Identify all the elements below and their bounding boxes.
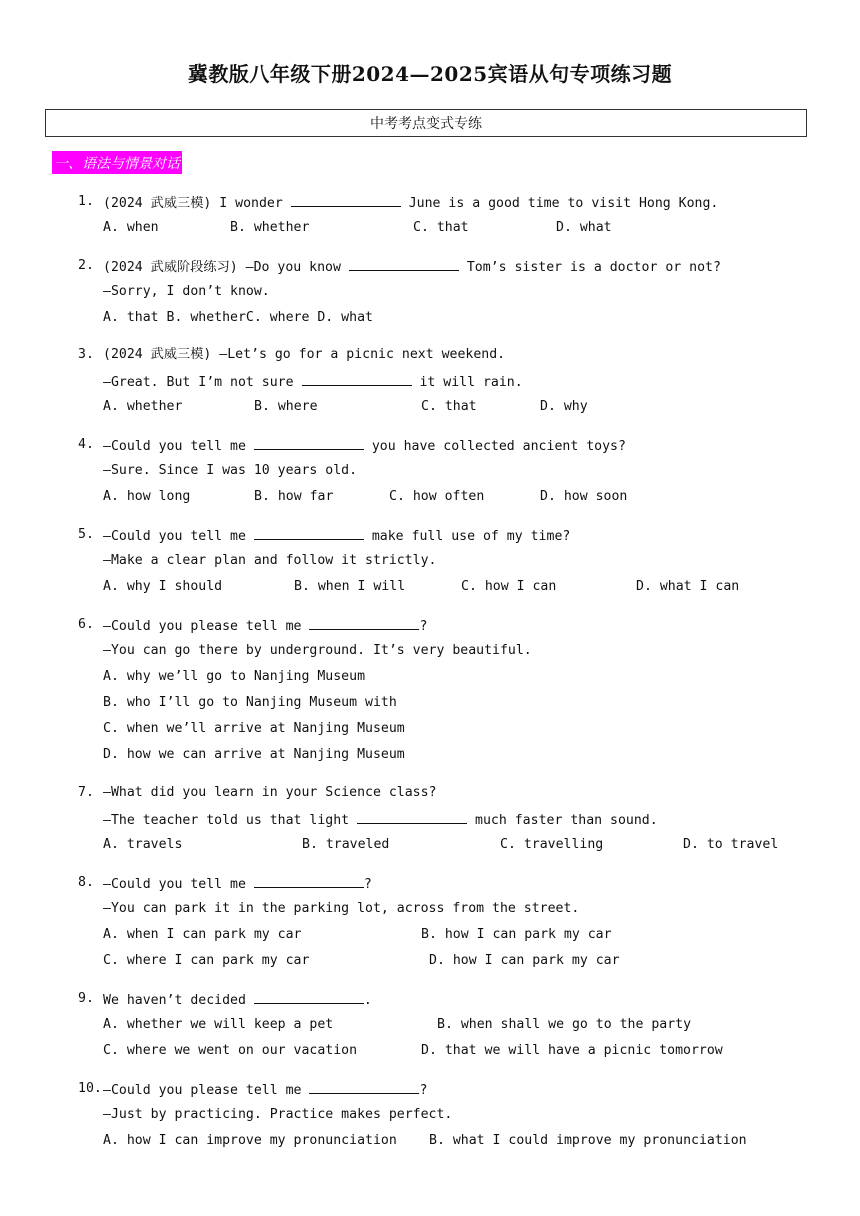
option-d[interactable]: D. why bbox=[540, 399, 588, 414]
question-stem: We haven’t decided . bbox=[103, 993, 372, 1008]
option-b[interactable]: B. what I could improve my pronunciation bbox=[429, 1133, 747, 1148]
question-stem: —Could you tell me you have collected ancient toys? bbox=[103, 439, 626, 454]
answer-blank[interactable] bbox=[309, 1081, 419, 1094]
option-c[interactable]: C. where we went on our vacation bbox=[103, 1043, 358, 1058]
dialogue-reply: —The teacher told us that light much faster than sound. bbox=[103, 813, 658, 828]
question-number: 8. bbox=[78, 875, 94, 890]
options-line[interactable]: A. that B. whetherC. where D. what bbox=[103, 310, 373, 325]
option-b[interactable]: B. who I’ll go to Nanjing Museum with bbox=[103, 695, 397, 710]
answer-blank[interactable] bbox=[302, 373, 412, 386]
question-stem: —Could you tell me make full use of my time? bbox=[103, 529, 571, 544]
option-c[interactable]: C. when we’ll arrive at Nanjing Museum bbox=[103, 721, 405, 736]
answer-blank[interactable] bbox=[254, 991, 364, 1004]
option-c[interactable]: C. travelling bbox=[500, 837, 604, 852]
answer-blank[interactable] bbox=[349, 258, 459, 271]
answer-blank[interactable] bbox=[254, 527, 364, 540]
option-b[interactable]: B. when I will bbox=[294, 579, 406, 594]
page-title: 冀教版八年级下册2024—2025宾语从句专项练习题 bbox=[187, 62, 673, 86]
dialogue-reply: —Great. But I’m not sure it will rain. bbox=[103, 375, 523, 390]
dialogue-reply: —You can go there by underground. It’s very beautiful. bbox=[103, 643, 532, 658]
question-stem: (2024 武威三模) I wonder June is a good time to visit Hong Kong. bbox=[103, 196, 719, 211]
option-c[interactable]: C. how often bbox=[389, 489, 485, 504]
question-number: 10. bbox=[78, 1081, 102, 1096]
option-c[interactable]: C. that bbox=[421, 399, 477, 414]
question-number: 6. bbox=[78, 617, 94, 632]
question-number: 9. bbox=[78, 991, 94, 1006]
option-a[interactable]: A. when bbox=[103, 220, 159, 235]
option-d[interactable]: D. what bbox=[556, 220, 612, 235]
dialogue-reply: —Sure. Since I was 10 years old. bbox=[103, 463, 358, 478]
option-a[interactable]: A. how I can improve my pronunciation bbox=[103, 1133, 397, 1148]
option-b[interactable]: B. whether bbox=[230, 220, 310, 235]
dialogue-reply: —Just by practicing. Practice makes perfect. bbox=[103, 1107, 453, 1122]
question-stem: —What did you learn in your Science class? bbox=[103, 785, 437, 800]
answer-blank[interactable] bbox=[254, 437, 364, 450]
question-stem: —Could you please tell me ? bbox=[103, 1083, 428, 1098]
question-stem: (2024 武威三模) —Let’s go for a picnic next weekend. bbox=[103, 347, 506, 362]
question-stem: (2024 武威阶段练习) —Do you know Tom’s sister is a doctor or not? bbox=[103, 260, 721, 275]
option-a[interactable]: A. when I can park my car bbox=[103, 927, 302, 942]
answer-blank[interactable] bbox=[357, 811, 467, 824]
option-a[interactable]: A. travels bbox=[103, 837, 183, 852]
option-d[interactable]: D. how soon bbox=[540, 489, 628, 504]
option-c[interactable]: C. where I can park my car bbox=[103, 953, 310, 968]
option-b[interactable]: B. how I can park my car bbox=[421, 927, 612, 942]
question-stem: —Could you please tell me ? bbox=[103, 619, 428, 634]
option-d[interactable]: D. that we will have a picnic tomorrow bbox=[421, 1043, 723, 1058]
answer-blank[interactable] bbox=[254, 875, 364, 888]
section-label: 一、语法与情景对话 bbox=[52, 151, 182, 174]
question-number: 1. bbox=[78, 194, 94, 209]
option-b[interactable]: B. when shall we go to the party bbox=[437, 1017, 692, 1032]
question-number: 5. bbox=[78, 527, 94, 542]
option-a[interactable]: A. why we’ll go to Nanjing Museum bbox=[103, 669, 366, 684]
question-number: 2. bbox=[78, 258, 94, 273]
option-b[interactable]: B. where bbox=[254, 399, 318, 414]
option-d[interactable]: D. how I can park my car bbox=[429, 953, 620, 968]
question-number: 4. bbox=[78, 437, 94, 452]
option-a[interactable]: A. why I should bbox=[103, 579, 223, 594]
question-number: 7. bbox=[78, 785, 94, 800]
option-d[interactable]: D. what I can bbox=[636, 579, 740, 594]
option-d[interactable]: D. to travel bbox=[683, 837, 779, 852]
option-a[interactable]: A. whether we will keep a pet bbox=[103, 1017, 334, 1032]
option-c[interactable]: C. how I can bbox=[461, 579, 557, 594]
option-c[interactable]: C. that bbox=[413, 220, 469, 235]
option-b[interactable]: B. how far bbox=[254, 489, 334, 504]
option-d[interactable]: D. how we can arrive at Nanjing Museum bbox=[103, 747, 405, 762]
answer-blank[interactable] bbox=[309, 617, 419, 630]
option-a[interactable]: A. how long bbox=[103, 489, 191, 504]
dialogue-reply: —Sorry, I don’t know. bbox=[103, 284, 270, 299]
question-stem: —Could you tell me ? bbox=[103, 877, 372, 892]
dialogue-reply: —You can park it in the parking lot, across from the street. bbox=[103, 901, 580, 916]
option-b[interactable]: B. traveled bbox=[302, 837, 390, 852]
question-number: 3. bbox=[78, 347, 94, 362]
answer-blank[interactable] bbox=[291, 194, 401, 207]
dialogue-reply: —Make a clear plan and follow it strictly. bbox=[103, 553, 437, 568]
section-banner: 中考考点变式专练 bbox=[45, 109, 807, 137]
option-a[interactable]: A. whether bbox=[103, 399, 183, 414]
